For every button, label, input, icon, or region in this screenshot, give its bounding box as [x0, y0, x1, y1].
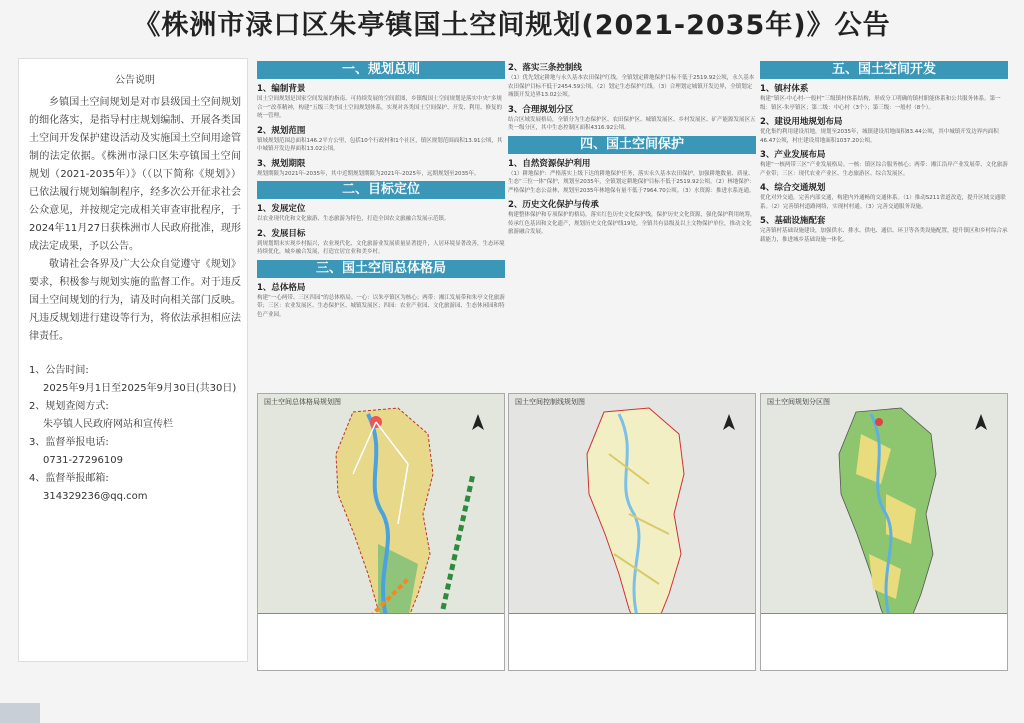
column-general: [257, 58, 505, 321]
text-period: 规划期限为2021年-2035年，其中近期规划期限为2021年-2025年，远期规划至2035年。: [257, 170, 480, 177]
notice-paragraph-1: 乡镇国土空间规划是对市县级国土空间规划的细化落实，是指导村庄规划编制、开展各类国土空间开发保护建设活动及实施国土空间用途管制的法定依据。《株洲市渌口区朱亭镇国土空间规划（2021-2035年）》（（以下简称《规划》）已依法履行规划编制程序，经多次公开征求社会公众意见，并按规定完成相关审查审批程序，于2024年11月27日获株洲市人民政府批准，现形成法定成果，予以公告。: [29, 97, 241, 252]
horizontal-scrollbar[interactable]: [0, 703, 40, 723]
notice-phone-value: 0731-27296109: [43, 455, 123, 466]
notice-email-value: 314329236@qq.com: [43, 491, 148, 502]
heading-infrastructure: 5、基础设施配套: [760, 216, 826, 226]
heading-transport: 4、综合交通规划: [760, 183, 826, 193]
text-positioning: 以农业现代化和文化旅游、生态旅游为特色，打造全国农文旅融合发展示范镇。: [257, 216, 450, 222]
notice-heading: 公告说明: [115, 75, 155, 86]
text-zoning: 结合区域发展格局，全镇分为生态保护区、农田保护区、城镇发展区、乡村发展区、矿产能源发展区五类一级分区，其中生态控制区面积4316.92公顷。: [508, 116, 756, 131]
section-band-development: 五、国土空间开发: [760, 61, 1008, 79]
notice-access-label: 2、规划查阅方式:: [29, 401, 109, 412]
page-title: 《株洲市渌口区朱亭镇国土空间规划(2021-2035年)》公告: [133, 10, 891, 41]
text-industry: 构建“一核两带三区”产业发展格局。一核：镇区综合服务核心；两带：湘江沿岸产业发展带、文化旅游产业带；三区：现代农业产业区、生态旅游区、综合发展区。: [760, 162, 1008, 177]
text-overall-pattern: 构建“一心两带、三区四园”的总体格局。一心：以朱亭镇区为核心；两带：湘江发展带和朱亭文化旅游带；三区：农业发展区、生态保护区、城镇发展区；四园：农业产业园、文化旅游园、生态休闲园和特色产业园。: [257, 294, 505, 318]
heading-control-lines: 2、落实三条控制线: [508, 63, 582, 73]
column-development: [760, 58, 1008, 246]
section-band-protection: 四、国土空间保护: [508, 136, 756, 154]
map-legend-overall: [258, 613, 504, 670]
heading-overall-pattern: 1、总体格局: [257, 282, 306, 293]
heading-heritage: 2、历史文化保护与传承: [508, 200, 599, 210]
heading-goals: 2、发展目标: [257, 228, 306, 239]
notice-phone-label: 3、监督举报电话:: [29, 437, 109, 448]
heading-background: 1、编制背景: [257, 84, 306, 94]
text-natural-resources: （1）耕地保护：严格落实上级下达的耕地保护任务，落实永久基本农田保护，加强耕地数量、质量、生态“三位一体”保护，规划至2035年，全镇划定耕地保护目标不低于2519.92公顷。（2）林地保护：严格保护生态公益林，规划至2035年林地保有量不低于7964.70公顷。（3）水资源：推进水系连通。: [508, 170, 755, 194]
text-scope: 镇域规划范围总面积146.2平方公里，包括10个行政村和1个社区，镇区规划范围面积13.91公顷，其中城镇开发边界面积13.02公顷。: [257, 137, 503, 152]
notice-time-value: 2025年9月1日至2025年9月30日(共30日): [43, 383, 237, 394]
notice-access-value: 朱亭镇人民政府网站和宣传栏: [43, 419, 173, 430]
heading-industry: 3、产业发展布局: [760, 150, 826, 160]
heading-zoning: 3、合理规划分区: [508, 104, 574, 115]
section-band-pattern: 三、国土空间总体格局: [257, 260, 505, 278]
map-control-lines: [508, 393, 756, 671]
column-protection: [508, 58, 756, 239]
section-band-goals: 二、目标定位: [257, 181, 505, 199]
map-title-overall: 国土空间总体格局规划图: [264, 398, 341, 406]
text-land-use: 优化集约利用建设用地，规划至2035年，城镇建设用地面积83.44公顷，其中城镇开发边界内面积46.47公顷，村庄建设用地面积1037.20公顷。: [760, 129, 999, 144]
heading-land-use: 2、建设用地规划布局: [760, 117, 843, 127]
notice-email-label: 4、监督举报邮箱:: [29, 473, 109, 484]
section-band-general: 一、规划总则: [257, 61, 505, 79]
text-background: 国土空间规划是国家空间发展的指南、可持续发展的空间蓝图，乡镇级国土空间规划是落实中央“多规合一”改革精神，构建“五级三类”国土空间规划体系，实现对各类国土空间保护、开发、利用、修复的统一管理。: [257, 96, 503, 119]
heading-natural-resources: 1、自然资源保护利用: [508, 158, 591, 169]
text-control-lines: （1）优先划定耕地与永久基本农田保护红线，全镇划定耕地保护目标不低于2519.92公顷，永久基本农田保护目标不低于2454.59公顷。（2）划定生态保护红线。（3）合理划定城镇开发边界，全镇划定城镇开发边界13.02公顷。: [508, 75, 755, 98]
heading-town-system: 1、镇村体系: [760, 84, 809, 94]
notice-paragraph-2: 敬请社会各界及广大公众自觉遵守《规划》要求，积极参与规划实施的监督工作。对于违反国土空间规划的行为，请及时向相关部门反映。凡违反规划进行建设等行为，将依法承担相应法律责任。: [29, 259, 241, 342]
notice-time-label: 1、公告时间:: [29, 365, 89, 376]
text-infrastructure: 完善镇村基础设施建设，加强供水、排水、供电、通信、环卫等各类设施配置，提升镇区和乡村综合承载能力，推进城乡基础设施一体化。: [760, 228, 1008, 243]
text-goals: 到规划期末实现乡村振兴，农业现代化、文化旅游业发展质量显著提升，人居环境显著改善，生态环境持续优化，城乡融合发展，打造宜居宜业和美乡村。: [257, 240, 505, 255]
heading-scope: 2、规划范围: [257, 125, 306, 136]
heading-period: 3、规划期限: [257, 158, 306, 169]
map-title-control: 国土空间控制线规划图: [515, 398, 585, 406]
map-legend-zoning: [761, 613, 1007, 670]
map-zoning: [760, 393, 1008, 671]
text-transport: 优化对外交通，完善内部交通，构建内外通畅的交通体系。（1）推动S211省道改造，提升区域交通联系。（2）完善镇村道路网络，实现村村通。（3）完善交通服务设施。: [760, 195, 1006, 210]
heading-positioning: 1、发展定位: [257, 204, 306, 214]
text-town-system: 构建“镇区-中心村-一般村”三级镇村体系结构，形成分工明确的镇村职能体系和公共服务体系。第一级：镇区-朱亭镇区；第二级：中心村（3个）；第三级：一般村（8个）。: [760, 96, 1001, 111]
map-title-zoning: 国土空间规划分区图: [767, 398, 830, 406]
map-overall-pattern: [257, 393, 505, 671]
map-legend-control: [509, 613, 755, 670]
notice-panel: [18, 58, 248, 662]
text-heritage: 构建整体保护和专项保护的格局，落实红色历史文化保护线，保护历史文化资源，强化保护利用统筹，传承红色基因和文化遗产，规划历史文化保护线19处，全镇共有县级及以上文物保护单位，推动文化旅游融合发展。: [508, 212, 756, 235]
